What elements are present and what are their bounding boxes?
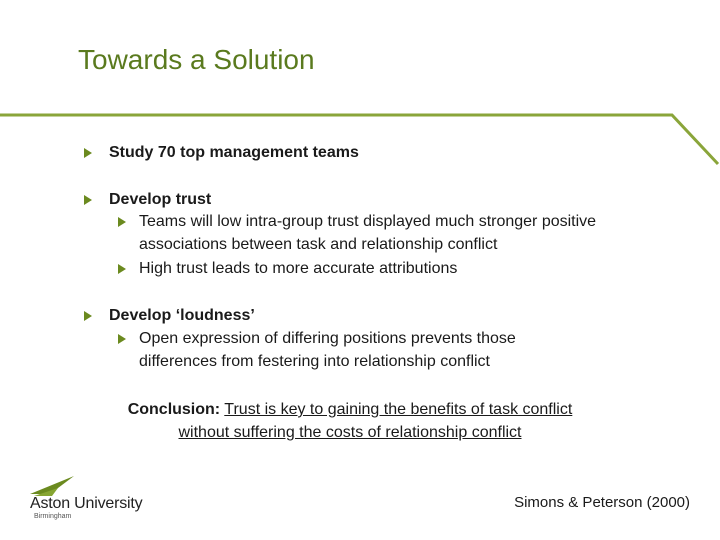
conclusion-label: Conclusion: xyxy=(127,401,221,418)
conclusion-text: Trust is key to gaining the benefits of task conflict without suffering the costs of relationship conflict xyxy=(178,401,573,441)
bullet-text: Open expression of differing positions prevents those differences from festering into relationship conflict xyxy=(139,330,516,370)
bullet-text: High trust leads to more accurate attributions xyxy=(139,260,458,277)
bullet-arrow-icon xyxy=(84,148,92,158)
bullet-develop-trust xyxy=(84,190,211,210)
bullet-arrow-icon xyxy=(118,264,126,274)
bullet-arrow-icon xyxy=(118,334,126,344)
bullet-arrow-icon xyxy=(84,311,92,321)
logo-subtitle: Birmingham xyxy=(34,513,72,520)
bullet-develop-loudness xyxy=(84,306,255,326)
logo-name: Aston University xyxy=(30,495,143,512)
bullet-text: Develop ‘loudness’ xyxy=(109,307,255,324)
conclusion xyxy=(110,398,590,444)
bullet-arrow-icon xyxy=(84,195,92,205)
bullet-arrow-icon xyxy=(118,217,126,227)
sub-bullet-loudness-1 xyxy=(118,327,578,373)
bullet-text: Develop trust xyxy=(109,191,212,208)
citation: Simons & Peterson (2000) xyxy=(514,494,690,511)
bullet-study xyxy=(84,143,359,163)
sub-bullet-trust-1 xyxy=(118,210,608,256)
bullet-text: Study 70 top management teams xyxy=(109,144,359,161)
bullet-text: Teams will low intra-group trust displayed much stronger positive associations between task and relationship conflict xyxy=(139,213,597,253)
slide-title: Towards a Solution xyxy=(78,44,315,75)
sub-bullet-trust-2 xyxy=(118,257,457,280)
